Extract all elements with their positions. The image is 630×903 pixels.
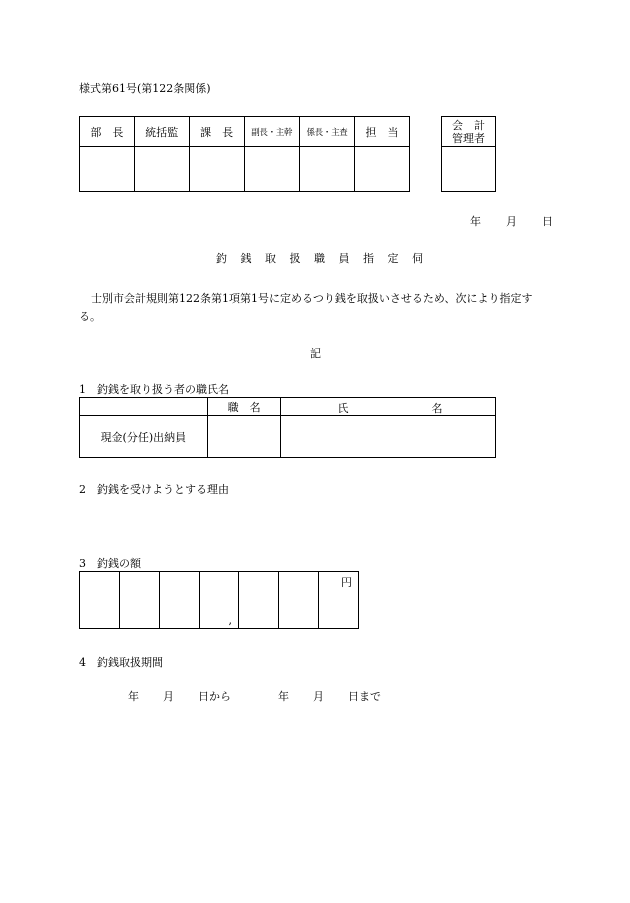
approval-stamp-cell[interactable]: [189, 147, 244, 192]
period-to-year: 年: [278, 690, 289, 703]
approval-stamp-cell[interactable]: [244, 147, 299, 192]
staff-title-input[interactable]: [207, 416, 281, 458]
approval-stamp-cell[interactable]: [299, 147, 354, 192]
approval-header-tokatsukan: 統括監: [134, 117, 189, 147]
period-to-day: 日まで: [348, 690, 381, 703]
amount-digit-cell[interactable]: [199, 572, 239, 629]
kaikei-header-line1: 会 計: [452, 118, 485, 132]
amount-digit-cell[interactable]: [80, 572, 120, 629]
period-from-year: 年: [128, 690, 139, 703]
staff-table: [79, 397, 496, 458]
kaikei-table: [441, 116, 496, 192]
staff-col-title: 職 名: [207, 398, 281, 416]
staff-col-name-1: 氏: [337, 402, 349, 415]
form-number: 様式第61号(第122条関係): [79, 82, 211, 95]
body-text-line1: 士別市会計規則第122条第1項第1号に定めるつり銭を取扱いさせるため、次により指定す: [91, 292, 533, 305]
approval-header-bucho: 部 長: [80, 117, 135, 147]
approval-table: [79, 116, 410, 192]
staff-table-blank-header: [80, 398, 208, 416]
period-from-day: 日から: [198, 690, 231, 703]
staff-name-input[interactable]: [281, 416, 496, 458]
kaikei-header: [442, 117, 496, 147]
amount-digit-cell[interactable]: [279, 572, 319, 629]
body-text-line2: る。: [79, 310, 101, 323]
period-to-month: 月: [313, 690, 324, 703]
date-day: 日: [542, 215, 553, 228]
approval-header-tanto: 担 当: [355, 117, 410, 147]
approval-header-fukucho: 副長・主幹: [244, 117, 299, 147]
amount-comma: ,: [228, 614, 233, 627]
staff-col-name-2: 名: [431, 402, 443, 415]
kaikei-stamp-cell[interactable]: [442, 147, 496, 192]
amount-digit-cell[interactable]: [239, 572, 279, 629]
date-month: 月: [506, 215, 517, 228]
approval-header-kakaricho: 係長・主査: [299, 117, 354, 147]
period-from-month: 月: [163, 690, 174, 703]
staff-col-name: [281, 398, 496, 416]
amount-table: [79, 571, 359, 629]
amount-unit-yen: 円: [341, 576, 352, 589]
approval-header-kacho: 課 長: [189, 117, 244, 147]
amount-digit-cell[interactable]: [159, 572, 199, 629]
amount-digit-cell[interactable]: [119, 572, 159, 629]
section4-heading: 4 釣銭取扱期間: [79, 656, 163, 669]
section3-heading: 3 釣銭の額: [79, 557, 141, 570]
section2-heading: 2 釣銭を受けようとする理由: [79, 483, 229, 496]
ki-heading: 記: [310, 347, 321, 360]
kaikei-header-line2: 管理者: [452, 131, 485, 145]
document-title: 釣銭取扱職員指定伺: [216, 252, 437, 265]
date-year: 年: [470, 215, 481, 228]
approval-stamp-cell[interactable]: [355, 147, 410, 192]
approval-stamp-cell[interactable]: [134, 147, 189, 192]
amount-digit-cell[interactable]: [319, 572, 359, 629]
section1-heading: 1 釣銭を取り扱う者の職氏名: [79, 383, 229, 396]
approval-stamp-cell[interactable]: [80, 147, 135, 192]
staff-row-label: 現金(分任)出納員: [80, 416, 208, 458]
